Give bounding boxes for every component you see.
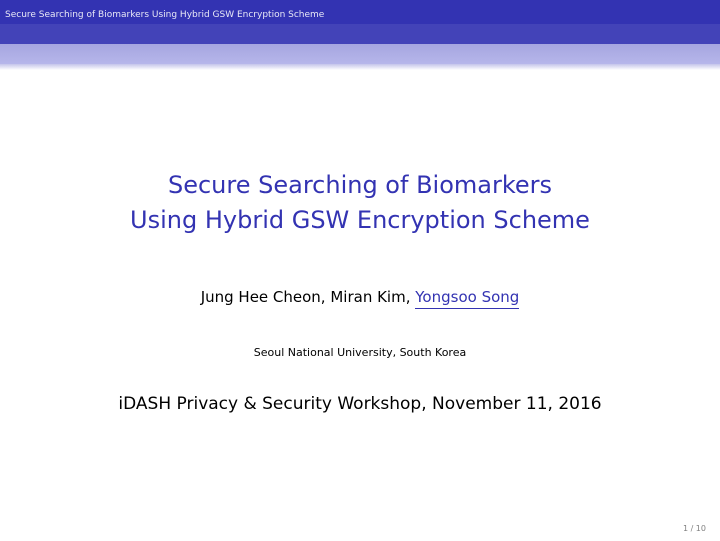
header-short-title[interactable]: Secure Searching of Biomarkers Using Hybrid GSW Encryption Scheme [5,10,325,20]
author-names: Jung Hee Cheon, Miran Kim, [200,288,416,306]
author-list [0,286,720,308]
slide-title [0,168,720,238]
header-bar [0,0,720,24]
presenter-name: Yongsoo Song [415,288,519,309]
header-band-dark [0,24,720,44]
page-number: 1 / 10 [682,524,706,533]
header-band-light [0,44,720,64]
event-line: iDASH Privacy & Security Workshop, November 11, 2016 [118,394,602,414]
header-band-shadow [0,64,720,70]
slide-title-line-2: Using Hybrid GSW Encryption Scheme [130,206,590,234]
slide-title-line-1: Secure Searching of Biomarkers [167,171,553,199]
institute: Seoul National University, South Korea [253,346,467,359]
